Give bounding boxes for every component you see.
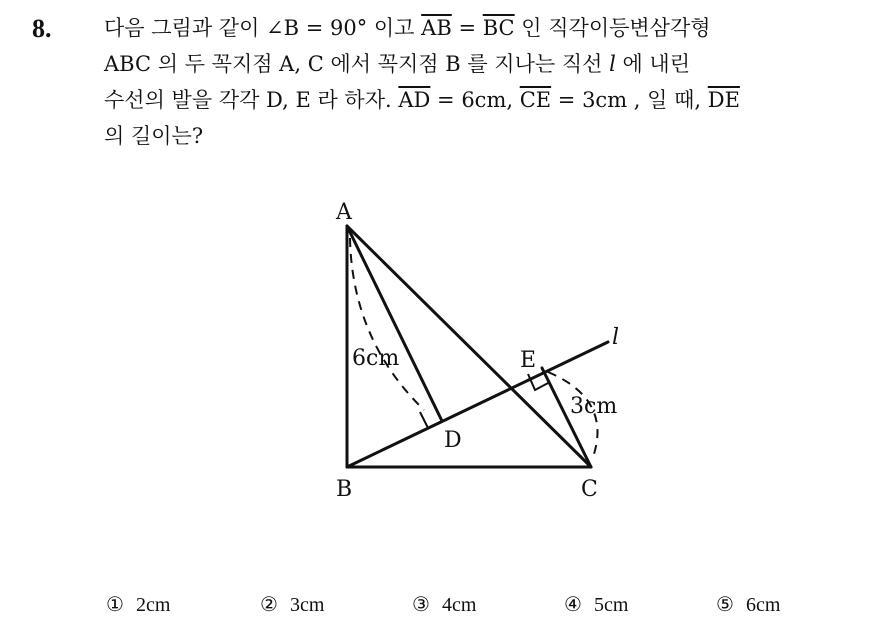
label-b: B <box>336 477 353 502</box>
choice-3-mark: ③ <box>412 594 430 616</box>
line2-post: 에 내린 <box>615 52 691 76</box>
choice-5-text: 6cm <box>745 594 781 616</box>
line2-pre: ABC 의 두 꼭지점 A, C 에서 꼭지점 B 를 지나는 직선 <box>104 52 610 76</box>
label-c: C <box>581 477 598 502</box>
line3-pre: 수선의 발을 각각 D, E 라 하자. <box>104 88 399 112</box>
label-ce-length: 3cm <box>570 394 618 419</box>
label-d: D <box>444 428 462 453</box>
line3-mid2: = 3cm , 일 때, <box>551 88 708 112</box>
choice-5[interactable] <box>716 592 780 617</box>
label-e: E <box>520 348 537 373</box>
choice-3[interactable] <box>412 592 476 617</box>
line1-pre: 다음 그림과 같이 ∠B = 90° 이고 <box>104 16 422 40</box>
line3-mid1: = 6cm, <box>430 88 520 112</box>
choice-2-mark: ② <box>260 594 278 616</box>
question-number: 8. <box>32 14 52 43</box>
label-l: l <box>612 325 620 350</box>
line-l-var: l <box>609 52 616 76</box>
segment-bc: $\overline{BC}$ <box>482 16 515 40</box>
choice-1-text: 2cm <box>135 594 171 616</box>
choice-5-mark: ⑤ <box>716 594 734 616</box>
question-line-4: 의 길이는? <box>104 124 204 148</box>
segment-de: $\overline{DE}$ <box>707 88 740 112</box>
segment-ce: $\overline{CE}$ <box>519 88 552 112</box>
choice-2[interactable] <box>260 592 324 617</box>
choice-4-text: 5cm <box>593 594 629 616</box>
label-ad-length: 6cm <box>352 346 400 371</box>
label-a: A <box>336 200 352 225</box>
choice-4[interactable] <box>564 592 628 617</box>
perpendicular-ad <box>347 226 442 421</box>
choice-2-text: 3cm <box>289 594 325 616</box>
choice-1-mark: ① <box>106 594 124 616</box>
choice-4-mark: ④ <box>564 594 582 616</box>
segment-ad: $\overline{AD}$ <box>398 88 431 112</box>
choice-1[interactable] <box>106 592 170 617</box>
segment-ab: $\overline{AB}$ <box>421 16 452 40</box>
line1-post: 인 직각이등변삼각형 <box>514 16 711 40</box>
choice-3-text: 4cm <box>441 594 477 616</box>
line1-mid: = <box>451 16 483 40</box>
